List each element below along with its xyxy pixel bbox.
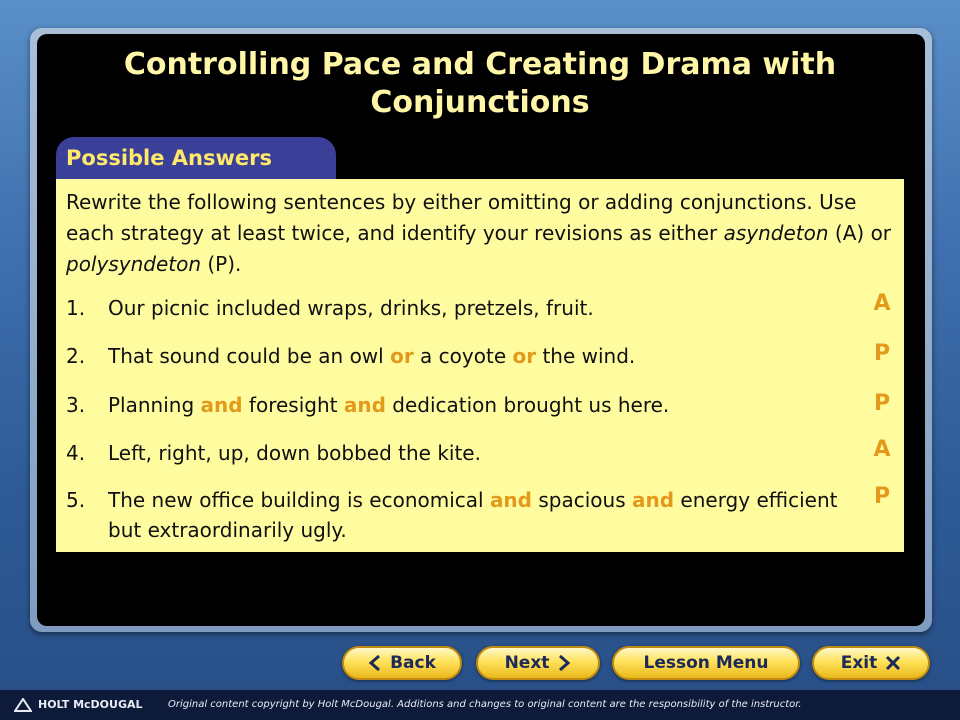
sentence-text [66,485,866,545]
answer-label-1: A [873,291,891,316]
item-number: 4. [66,441,86,465]
sentence-segment: a coyote [413,344,513,368]
exit-button[interactable] [812,646,930,680]
chevron-right-icon [557,655,571,671]
sentence-item-4 [66,438,866,468]
intro-part1: Rewrite the following sentences by either omitting or adding conjunctions. Use each strategy at least twice, and identify your revisions as either [66,190,857,245]
sentence-segment: the wind. [536,344,636,368]
term-asyndeton: asyndeton [723,221,829,245]
sentence-segment: The new office building is economical [108,488,490,512]
instructions-text [66,187,896,280]
publisher-logo [14,690,143,720]
term-polysyndeton: polysyndeton [66,252,202,276]
sentence-segment: foresight [242,393,344,417]
possible-answers-tab: Possible Answers [56,137,336,179]
item-number: 3. [66,393,86,417]
answer-label-4: A [873,437,891,462]
sentence-text [66,438,866,468]
sentence-text [66,293,866,323]
conjunction-highlight: and [489,488,532,512]
item-number: 5. [66,488,86,512]
sentence-segment: energy efficient but extraordinarily ugly. [108,488,838,542]
intro-part3: (P). [201,252,242,276]
sentence-segment: spacious [532,488,632,512]
intro-part2: (A) or [828,221,892,245]
sentence-item-5 [66,485,866,545]
publisher-logo-icon [14,698,32,712]
conjunction-highlight: and [343,393,386,417]
answer-label-3: P [873,391,891,416]
publisher-name: HOLT McDOUGAL [38,698,143,711]
next-button[interactable] [476,646,600,680]
back-button[interactable] [342,646,462,680]
footer-bar [0,690,960,720]
close-icon [885,655,901,671]
sentence-segment: Planning [108,393,201,417]
sentence-segment: dedication brought us here. [385,393,670,417]
sentence-segment: That sound could be an owl [108,344,391,368]
content-box [56,179,904,552]
item-number: 1. [66,296,86,320]
slide-title: Controlling Pace and Creating Drama with Conjunctions [123,47,837,120]
sentence-segment: Left, right, up, down bobbed the kite. [108,441,481,465]
sentence-text [66,390,866,420]
answer-label-2: P [873,341,891,366]
conjunction-highlight: or [512,344,537,368]
sentence-text [66,341,866,371]
sentence-segment: Our picnic included wraps, drinks, pretzels, fruit. [108,296,594,320]
conjunction-highlight: and [631,488,675,512]
next-button-label: Next [504,653,550,673]
copyright-text: Original content copyright by Holt McDougal. Additions and changes to original content are the responsibility of the instructor. [168,699,802,710]
sentence-item-1 [66,293,866,323]
item-number: 2. [66,344,86,368]
conjunction-highlight: or [390,344,414,368]
answer-label-5: P [873,484,891,509]
lesson-menu-button[interactable]: Lesson Menu [612,646,800,680]
back-button-label: Back [390,653,436,673]
chevron-left-icon [368,655,382,671]
sentence-item-3 [66,390,866,420]
exit-button-label: Exit [840,653,878,673]
conjunction-highlight: and [200,393,243,417]
sentence-item-2 [66,341,866,371]
